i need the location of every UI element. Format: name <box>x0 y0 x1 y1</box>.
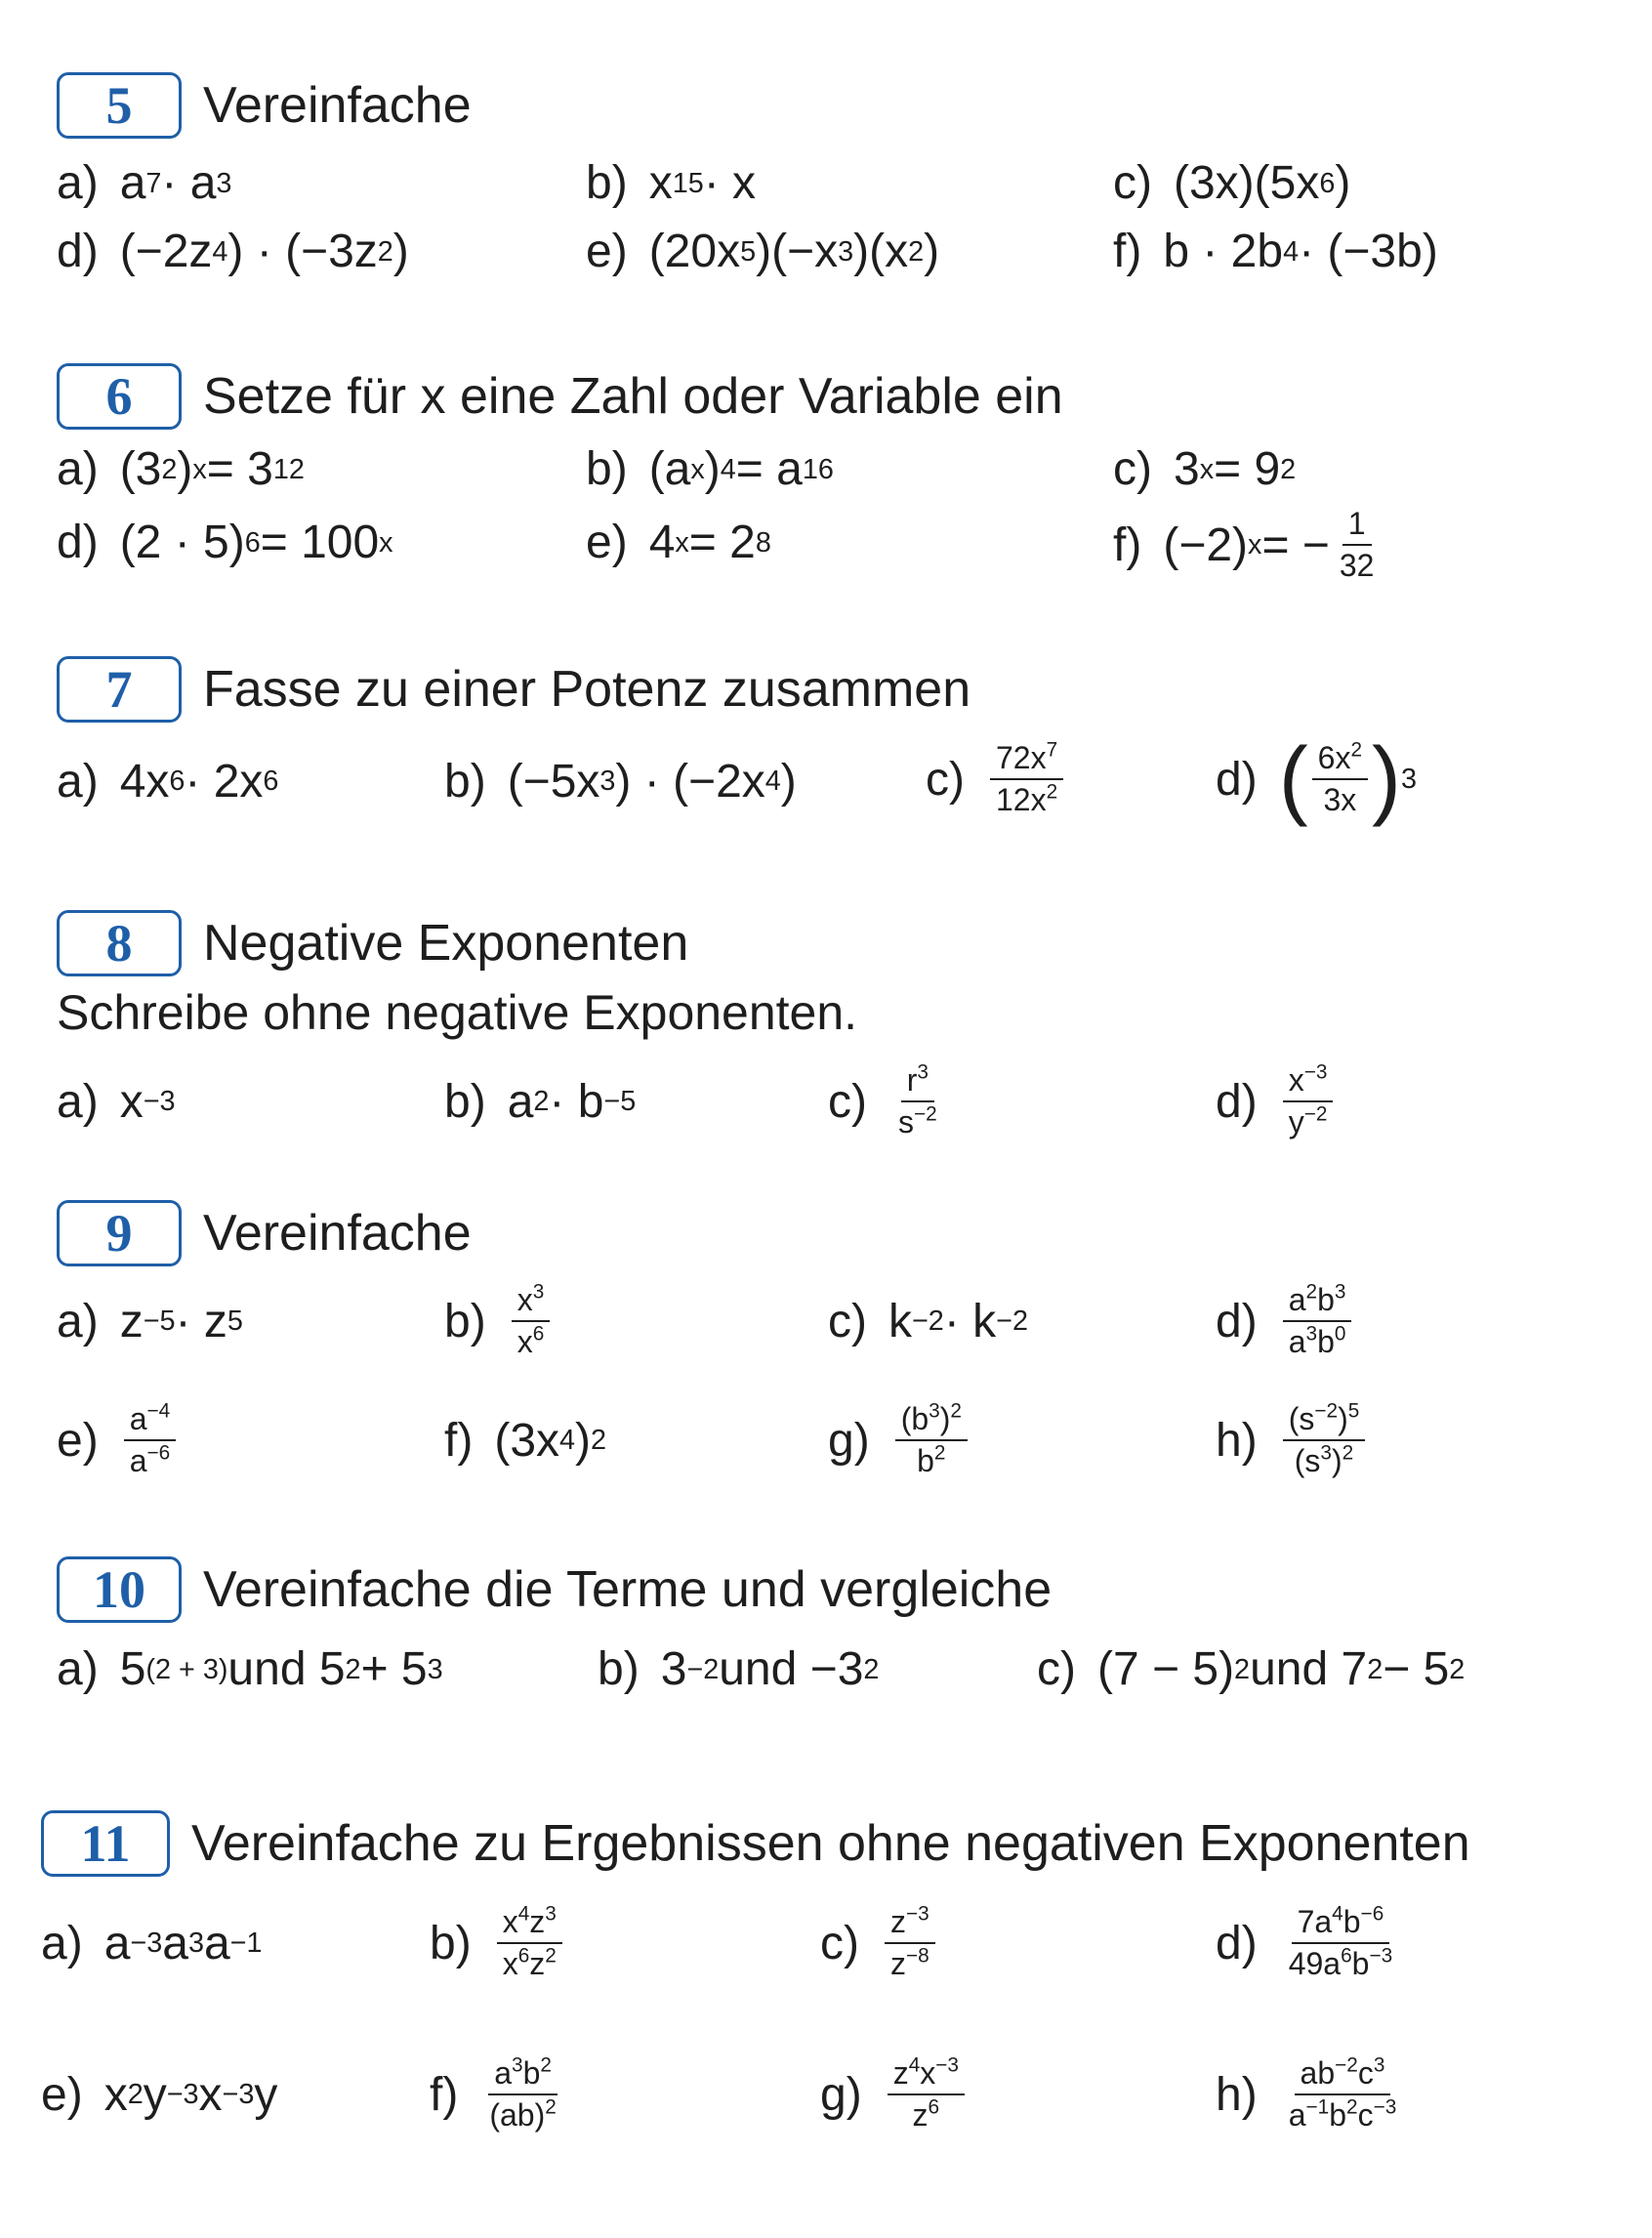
task-9f: f) (3x 4 ) 2 <box>444 1414 607 1467</box>
task-6d: d) (2 · 5) 6 = 100 x <box>57 517 393 568</box>
fraction: $\frac{x^{-3}}{y^{-2}}$ <box>1283 1062 1334 1140</box>
task-9h <box>1216 1387 1369 1494</box>
fraction: $\frac{1}{32}$ <box>1339 506 1375 583</box>
task-8b: b) a 2 · b −5 <box>444 1075 637 1128</box>
task-label: b) <box>444 755 486 808</box>
exercise-title: Vereinfache <box>203 77 472 134</box>
task-label: f) <box>430 2068 459 2121</box>
task-7a: a) 4x 6 · 2x 6 <box>57 755 279 808</box>
task-9g <box>828 1387 971 1494</box>
task-5d: d) (−2z 4 ) · (−3z 2 ) <box>57 226 409 277</box>
fraction: $\frac{(b^3)^2}{b^2}$ <box>895 1401 968 1479</box>
fraction: $\frac{x^4z^3}{x^6z^2}$ <box>497 1904 562 1982</box>
task-label: a) <box>57 755 99 808</box>
exercise-number-badge: 5 <box>57 72 182 139</box>
task-9d <box>1216 1272 1355 1370</box>
task-label: f) <box>1113 518 1142 571</box>
task-label: b) <box>598 1643 640 1695</box>
task-9c: c) k −2 · k −2 <box>828 1295 1028 1347</box>
task-11f <box>430 2041 566 2148</box>
task-11g <box>820 2041 969 2148</box>
task-5f: f) b · 2b 4 · (−3b) <box>1113 226 1438 277</box>
task-label: d) <box>1216 1295 1258 1347</box>
task-6f: f) (−2) x = − $\frac{1}{32}$ <box>1113 506 1384 584</box>
exercise-title: Vereinfache zu Ergebnissen ohne negativen Exponenten <box>191 1815 1470 1872</box>
fraction: $\frac{(s^{-2})^5}{(s^3)^2}$ <box>1283 1401 1366 1479</box>
task-label: c) <box>1037 1643 1076 1695</box>
task-10c: c) (7 − 5) 2 und 7 2 − 5 2 <box>1037 1643 1466 1695</box>
task-label: f) <box>1113 226 1142 277</box>
task-label: d) <box>57 517 99 568</box>
task-label: a) <box>57 1643 99 1695</box>
task-8c <box>828 1053 947 1150</box>
fraction: $\frac{6x^2}{3x}$ <box>1312 740 1368 818</box>
exercise-5-header <box>57 68 472 143</box>
task-label: b) <box>444 1075 486 1128</box>
task-label: a) <box>57 443 99 495</box>
task-label: c) <box>1113 443 1152 495</box>
task-8a: a) x −3 <box>57 1075 176 1128</box>
task-5e: e) (20x 5 )(−x 3 )(x 2 ) <box>586 226 940 277</box>
exercise-number-badge: 7 <box>57 656 182 723</box>
task-5b: b) x 15 · x <box>586 157 757 209</box>
fraction: $\frac{72x^7}{12x^2}$ <box>990 740 1063 818</box>
task-11h <box>1216 2041 1406 2148</box>
task-label: b) <box>444 1295 486 1347</box>
task-11a: a) a −3 a 3 a −1 <box>41 1917 263 1969</box>
task-11b <box>430 1889 566 1997</box>
exercise-title: Setze für x eine Zahl oder Variable ein <box>203 368 1063 425</box>
exercise-instruction: Schreibe ohne negative Exponenten. <box>57 985 858 1040</box>
task-label: b) <box>430 1917 472 1969</box>
task-label: b) <box>586 157 628 209</box>
task-label: e) <box>41 2068 83 2121</box>
exercise-number-badge: 9 <box>57 1200 182 1266</box>
exercise-11-header <box>41 1806 1470 1881</box>
exercise-number-badge: 6 <box>57 363 182 430</box>
exercise-number-badge: 11 <box>41 1810 170 1877</box>
task-label: c) <box>828 1075 867 1128</box>
fraction: $\frac{z^4x^{-3}}{z^6}$ <box>888 2055 965 2134</box>
fraction: $\frac{x^3}{x^6}$ <box>512 1282 551 1360</box>
task-label: e) <box>586 226 628 277</box>
task-10a: a) 5 (2 + 3) und 5 2 + 5 3 <box>57 1643 443 1695</box>
task-label: g) <box>820 2068 862 2121</box>
task-9e <box>57 1387 180 1494</box>
task-label: e) <box>57 1414 99 1467</box>
task-7b: b) (−5x 3 ) · (−2x 4 ) <box>444 755 797 808</box>
task-label: g) <box>828 1414 870 1467</box>
exercise-title: Fasse zu einer Potenz zusammen <box>203 661 971 718</box>
exercise-title: Vereinfache die Terme und vergleiche <box>203 1561 1053 1618</box>
task-label: a) <box>57 157 99 209</box>
fraction: $\frac{a^{-4}}{a^{-6}}$ <box>124 1401 177 1479</box>
task-5a: a) a 7 · a 3 <box>57 157 232 209</box>
exercise-6-header <box>57 359 1063 434</box>
task-11c <box>820 1889 939 1997</box>
task-6c: c) 3 x = 9 2 <box>1113 443 1297 495</box>
fraction: $\frac{7a^4b^{-6}}{49a^6b^{-3}}$ <box>1288 1902 1393 1981</box>
exercise-8-header <box>57 906 688 980</box>
exercise-7-header <box>57 652 971 726</box>
exercise-10-header <box>57 1553 1052 1627</box>
task-6b: b) (a x ) 4 = a 16 <box>586 443 834 495</box>
task-label: a) <box>57 1075 99 1128</box>
exercise-title: Vereinfache <box>203 1205 472 1262</box>
task-7c <box>926 730 1067 828</box>
task-7d: d) ( $\frac{6x^2}{3x}$ ) 3 <box>1216 730 1418 828</box>
task-label: c) <box>1113 157 1152 209</box>
task-11e: e) x 2 y −3 x −3 y <box>41 2068 278 2121</box>
task-label: e) <box>586 517 628 568</box>
exercise-title: Negative Exponenten <box>203 915 689 972</box>
fraction: $\frac{r^3}{s^{-2}}$ <box>897 1060 937 1140</box>
task-6e: e) 4 x = 2 8 <box>586 517 771 568</box>
fraction: $\frac{z^{-3}}{z^{-8}}$ <box>885 1904 935 1982</box>
task-label: f) <box>444 1414 474 1467</box>
task-9a: a) z −5 · z 5 <box>57 1295 243 1347</box>
task-label: c) <box>926 753 965 806</box>
fraction: $\frac{a^2b^3}{a^3b^0}$ <box>1283 1282 1352 1360</box>
task-8d <box>1216 1053 1337 1150</box>
task-label: d) <box>1216 1075 1258 1128</box>
task-label: d) <box>1216 1917 1258 1969</box>
fraction: $\frac{a^3b^2}{(ab)^2}$ <box>489 2053 557 2133</box>
task-label: a) <box>57 1295 99 1347</box>
exercise-number-badge: 8 <box>57 910 182 976</box>
task-label: d) <box>57 226 99 277</box>
task-label: d) <box>1216 753 1258 806</box>
exercise-9-header <box>57 1196 472 1270</box>
task-label: h) <box>1216 2068 1258 2121</box>
task-5c: c) (3x)(5x 6 ) <box>1113 157 1351 209</box>
task-label: h) <box>1216 1414 1258 1467</box>
fraction: $\frac{ab^{-2}c^3}{a^{-1}b^2c^{-3}}$ <box>1288 2053 1397 2133</box>
task-9b <box>444 1272 554 1370</box>
task-label: a) <box>41 1917 83 1969</box>
task-label: b) <box>586 443 628 495</box>
task-10b: b) 3 −2 und −3 2 <box>598 1643 880 1695</box>
task-label: c) <box>828 1295 867 1347</box>
exercise-number-badge: 10 <box>57 1556 182 1623</box>
task-6a: a) (3 2 ) x = 3 12 <box>57 443 305 495</box>
task-11d <box>1216 1889 1402 1997</box>
task-label: c) <box>820 1917 859 1969</box>
